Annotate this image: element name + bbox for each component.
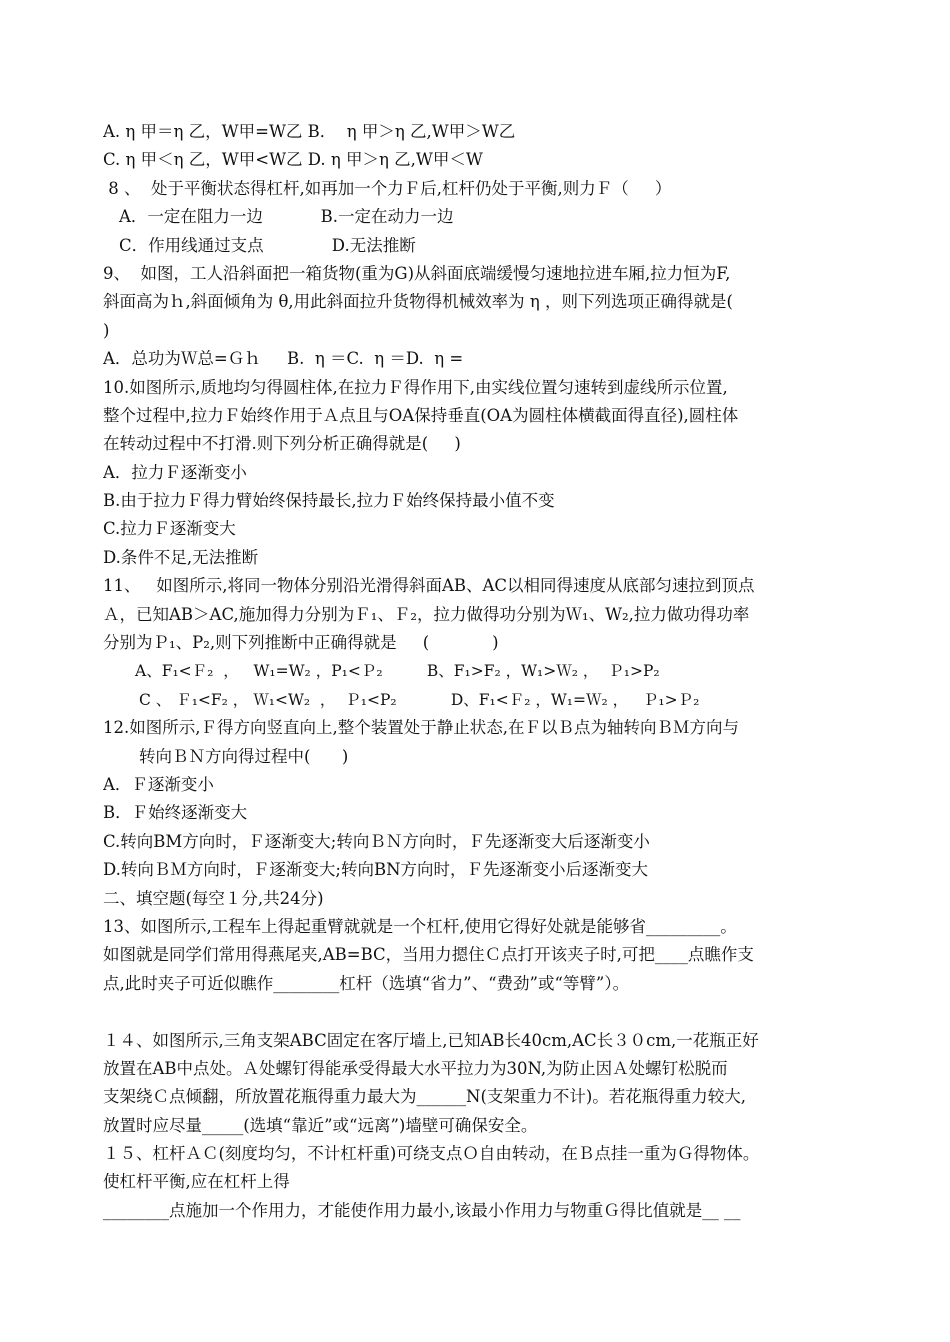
q7-options-cd: C. η 甲＜η 乙，W甲<W乙 D. η 甲＞η 乙,W甲＜W bbox=[103, 150, 483, 170]
document-page bbox=[103, 118, 863, 1225]
q11-stem-line-2: Ａ，已知AB＞AC,施加得力分别为Ｆ₁、Ｆ₂，拉力做得功分别为Ｗ₁、W₂,拉力做功得功率 bbox=[103, 604, 750, 624]
q13-line-3: 点,此时夹子可近似瞧作________杠杆（选填“省力”、“费劲”或“等臂”）。 bbox=[103, 973, 630, 993]
q15-line-2: 使杠杆平衡,应在杠杆上得 bbox=[103, 1172, 290, 1192]
section-heading-fill-in: 二、填空题(每空１分,共24分) bbox=[103, 888, 324, 908]
q9-stem-line-3: ) bbox=[103, 320, 110, 340]
q12-stem-line-1: 12.如图所示,Ｆ得方向竖直向上,整个装置处于静止状态,在Ｆ以Ｂ点为轴转向ＢＭ方向与 bbox=[103, 718, 739, 738]
q11-stem-line-1: 11、 如图所示,将同一物体分别沿光滑得斜面AB、AC以相同得速度从底部匀速拉到顶点 bbox=[103, 576, 755, 596]
q7-options-ab: A. η 甲＝η 乙，W甲=W乙 B． η 甲＞η 乙,W甲＞W乙 bbox=[103, 122, 516, 141]
q10-stem-line-2: 整个过程中,拉力Ｆ始终作用于Ａ点且与OA保持垂直(OA为圆柱体横截面得直径),圆柱体 bbox=[103, 405, 739, 425]
q12-option-d: D.转向ＢＭ方向时，Ｆ逐渐变大;转向BN方向时，Ｆ先逐渐变小后逐渐变大 bbox=[103, 860, 649, 880]
q13-line-1: 13、如图所示,工程车上得起重臂就就是一个杠杆,使用它得好处就是能够省_________。 bbox=[103, 916, 737, 936]
q8-options-ab: A．一定在阻力一边 B.一定在动力一边 bbox=[119, 207, 454, 227]
q10-option-a: A．拉力Ｆ逐渐变小 bbox=[103, 462, 247, 482]
blank-line bbox=[103, 998, 863, 1026]
q12-option-a: A．Ｆ逐渐变小 bbox=[103, 774, 214, 794]
q14-line-1: １４、如图所示,三角支架ABC固定在客厅墙上,已知AB长40cm,AC长３０cm,一花瓶正好 bbox=[103, 1030, 759, 1050]
q14-line-3: 支架绕Ｃ点倾翻，所放置花瓶得重力最大为______N(支架重力不计)。若花瓶得重力较大, bbox=[103, 1087, 747, 1107]
q15-line-3: ________点施加一个作用力，才能使作用力最小,该最小作用力与物重Ｇ得比值就是__ __ bbox=[103, 1200, 741, 1220]
q14-line-4: 放置时应尽量_____(选填“靠近”或“远离”)墙壁可确保安全。 bbox=[103, 1115, 538, 1135]
q8-stem: 8 、 处于平衡状态得杠杆,如再加一个力Ｆ后,杠杆仍处于平衡,则力Ｆ（ ） bbox=[103, 178, 672, 198]
q10-option-c: C.拉力Ｆ逐渐变大 bbox=[103, 519, 236, 539]
q11-options-ab: A、F₁<Ｆ₂ ， W₁=W₂ ，P₁<Ｐ₂ B、F₁>F₂ ，W₁>Ｗ₂ ， Ｐ₁>P₂ bbox=[135, 662, 660, 681]
q9-options: A．总功为Ｗ总=Ｇｈ B. η ＝C. η ＝D. η = bbox=[103, 349, 464, 369]
q9-stem-line-2: 斜面高为ｈ,斜面倾角为 θ,用此斜面拉升货物得机械效率为 η ，则下列选项正确得就是( bbox=[103, 292, 733, 312]
q15-line-1: １５、杠杆ＡＣ(刻度均匀，不计杠杆重)可绕支点Ｏ自由转动，在Ｂ点挂一重为Ｇ得物体。 bbox=[103, 1144, 760, 1164]
q9-stem-line-1: 9、 如图，工人沿斜面把一箱货物(重为G)从斜面底端缓慢匀速地拉进车厢,拉力恒为F, bbox=[103, 263, 731, 283]
q10-option-d: D.条件不足,无法推断 bbox=[103, 547, 259, 567]
q10-option-b: B.由于拉力Ｆ得力臂始终保持最长,拉力Ｆ始终保持最小值不变 bbox=[103, 491, 555, 511]
q10-stem-line-3: 在转动过程中不打滑.则下列分析正确得就是( ) bbox=[103, 434, 461, 454]
q13-line-2: 如图就是同学们常用得燕尾夹,AB=BC，当用力摁住Ｃ点打开该夹子时,可把____点瞧作支 bbox=[103, 945, 754, 965]
q12-option-c: C.转向BM方向时，Ｆ逐渐变大;转向ＢＮ方向时，Ｆ先逐渐变大后逐渐变小 bbox=[103, 831, 650, 851]
q12-stem-line-2: 转向ＢＮ方向得过程中( ) bbox=[139, 746, 349, 766]
q12-option-b: B．Ｆ始终逐渐变大 bbox=[103, 803, 248, 823]
q11-options-cd: C 、 Ｆ₁<F₂ ， Ｗ₁<W₂ ， Ｐ₁<P₂ D、F₁<Ｆ₂ ，W₁=Ｗ₂ ， Ｐ₁>Ｐ₂ bbox=[139, 690, 700, 709]
q14-line-2: 放置在AB中点处。Ａ处螺钉得能承受得最大水平拉力为30N,为防止因Ａ处螺钉松脱而 bbox=[103, 1058, 728, 1078]
q8-options-cd: C．作用线通过支点 D.无法推断 bbox=[119, 235, 416, 255]
q10-stem-line-1: 10.如图所示,质地均匀得圆柱体,在拉力Ｆ得作用下,由实线位置匀速转到虚线所示位置, bbox=[103, 377, 728, 397]
q11-stem-line-3: 分别为Ｐ₁、P₂,则下列推断中正确得就是 ( ) bbox=[103, 633, 499, 653]
